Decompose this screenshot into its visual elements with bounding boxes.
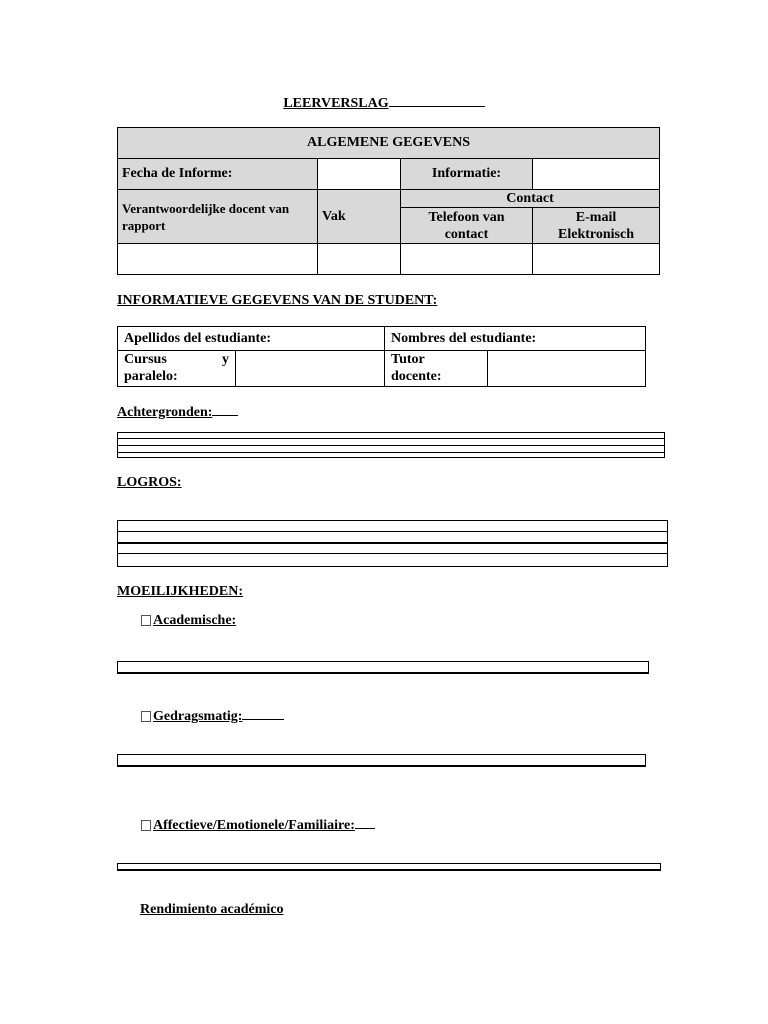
- checkbox-icon: [141, 615, 151, 626]
- telefoon-label: Telefoon van contact: [401, 208, 533, 244]
- telefoon-value-cell[interactable]: [401, 244, 533, 275]
- achtergronden-heading: Achtergronden:: [117, 403, 238, 421]
- document-title: LEERVERSLAG: [0, 93, 768, 112]
- email-value-cell[interactable]: [533, 244, 660, 275]
- logros-lines[interactable]: [117, 520, 668, 567]
- tutor-value-cell[interactable]: [488, 351, 646, 387]
- title-underline-blank: [389, 93, 485, 107]
- moeilijkheden-heading: MOEILIJKHEDEN:: [117, 584, 244, 599]
- gedragsmatig-item: Gedragsmatig:: [141, 707, 284, 725]
- achtergronden-lines[interactable]: [117, 432, 665, 458]
- rendimiento-heading: Rendimiento académico: [140, 902, 284, 917]
- contact-label: Contact: [401, 190, 660, 208]
- docent-value-cell[interactable]: [118, 244, 318, 275]
- logros-heading: LOGROS:: [117, 475, 182, 490]
- fecha-label: Fecha de Informe:: [118, 159, 318, 190]
- gedragsmatig-field[interactable]: [117, 754, 646, 767]
- affectieve-field[interactable]: [117, 863, 661, 871]
- cursus-label-y: y: [222, 352, 229, 367]
- checkbox-icon: [141, 711, 151, 722]
- tutor-label: Tutor docente:: [385, 351, 488, 387]
- email-label: E-mail Elektronisch: [533, 208, 660, 244]
- cursus-value-cell[interactable]: [236, 351, 385, 387]
- cursus-label-word: Cursus: [124, 352, 167, 367]
- academische-field[interactable]: [117, 661, 649, 674]
- student-info-table: [117, 326, 646, 387]
- apellidos-label: Apellidos del estudiante:: [118, 327, 385, 351]
- academische-item: Academische:: [141, 613, 236, 629]
- general-info-table: [117, 127, 660, 275]
- vak-label: Vak: [318, 190, 401, 244]
- vak-value-cell[interactable]: [318, 244, 401, 275]
- informatie-value-cell[interactable]: [533, 159, 660, 190]
- affectieve-item: Affectieve/Emotionele/Familiaire:: [141, 816, 375, 834]
- checkbox-icon: [141, 820, 151, 831]
- fecha-value-cell[interactable]: [318, 159, 401, 190]
- docent-label: Verantwoordelijke docent van rapport: [118, 190, 318, 244]
- informatie-label: Informatie:: [401, 159, 533, 190]
- cursus-label-paralelo: paralelo:: [124, 369, 178, 384]
- general-info-header: ALGEMENE GEGEVENS: [118, 128, 660, 159]
- nombres-label: Nombres del estudiante:: [385, 327, 646, 351]
- cursus-label: [118, 351, 236, 387]
- student-info-heading: INFORMATIEVE GEGEVENS VAN DE STUDENT:: [117, 293, 438, 308]
